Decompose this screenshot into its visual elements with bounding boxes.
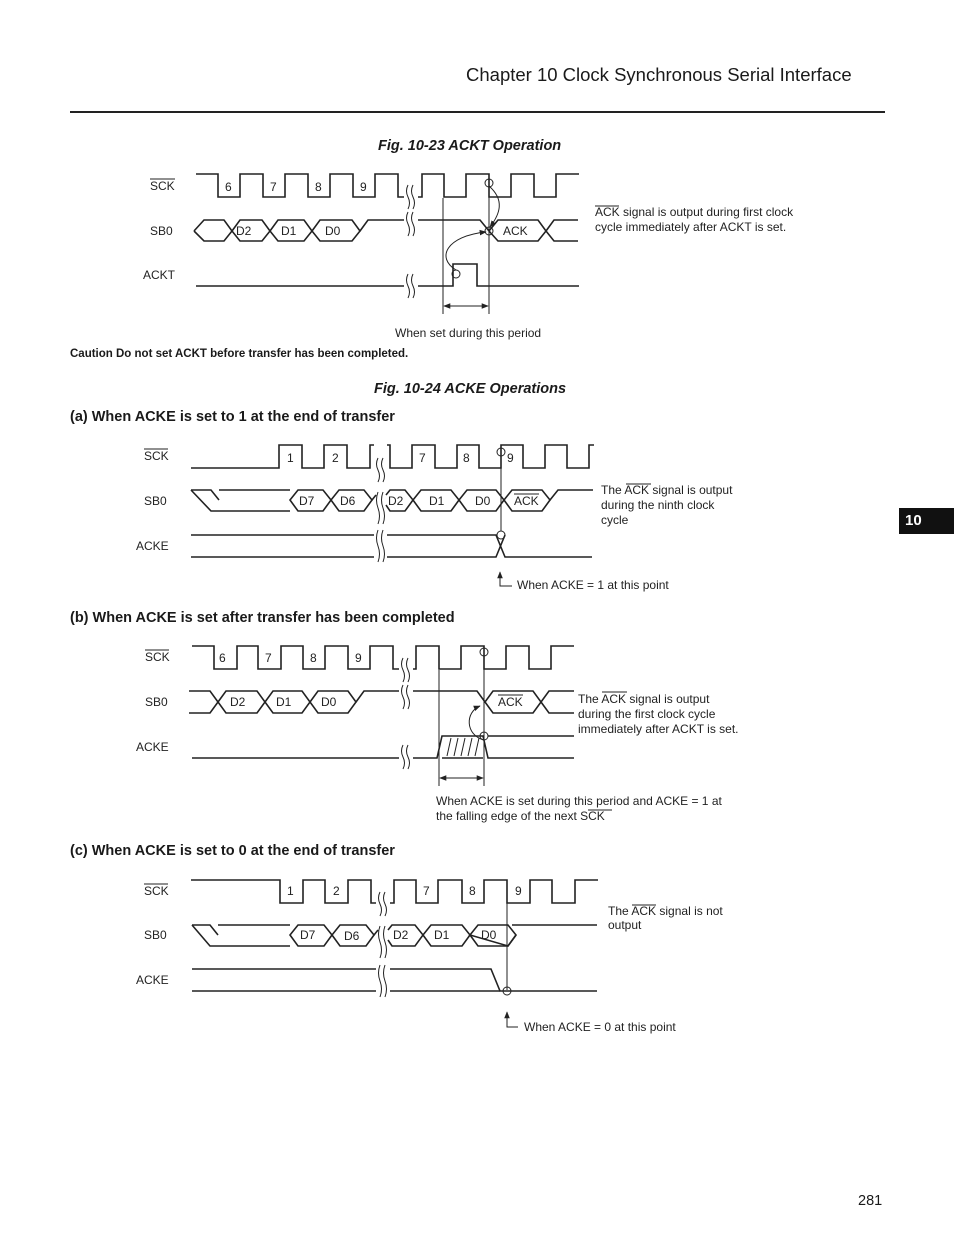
fig24c-note-line1: The ACK signal is not: [608, 904, 723, 918]
fig23-bit-d2: D2: [236, 224, 252, 238]
fig23-clock-8: 8: [315, 180, 322, 194]
fig23-label-ackt: ACKT: [143, 268, 176, 282]
fig23-period-label: When set during this period: [395, 326, 542, 340]
fig24b-period-line1: When ACKE is set during this period and ACKE = 1 at: [436, 794, 722, 808]
chapter-tab: 10: [899, 508, 954, 534]
fig24a-breaks: [377, 458, 385, 562]
fig23-sck-waveform: [196, 174, 579, 197]
fig24c-sck-waveform: [191, 880, 598, 903]
fig24c-clock-1: 1: [287, 884, 294, 898]
fig24a-label-acke: ACKE: [136, 539, 169, 553]
fig-10-24-title: Fig. 10-24 ACKE Operations: [374, 381, 567, 397]
fig24a-sck-waveform: [191, 445, 594, 468]
fig24a-clock-8: 8: [463, 451, 470, 465]
section-c-heading: (c) When ACKE is set to 0 at the end of transfer: [70, 843, 395, 859]
fig24b-sck-waveform: [192, 646, 574, 669]
fig24a-bit-d7: D7: [299, 494, 315, 508]
page-number: 281: [858, 1193, 883, 1209]
fig24b-acke-waveform: [192, 736, 574, 758]
fig24b-bit-d2: D2: [230, 695, 246, 709]
fig23-note-ack: ACK: [595, 205, 620, 219]
fig24a-label-sck: SCK: [144, 449, 169, 463]
fig24a-acke-waveform: [191, 535, 592, 557]
fig24c-clock-2: 2: [333, 884, 340, 898]
section-b-heading: (b) When ACKE is set after transfer has been completed: [70, 610, 455, 626]
fig23-label-sb0: SB0: [150, 224, 173, 238]
fig24c-clock-9: 9: [515, 884, 522, 898]
fig24b-clock-7: 7: [265, 651, 272, 665]
fig23-clock-7: 7: [270, 180, 277, 194]
fig24a-clock-1: 1: [287, 451, 294, 465]
fig24a-point-label: When ACKE = 1 at this point: [517, 578, 669, 592]
fig23-breaks: [407, 185, 415, 298]
fig24a-note-line3: cycle: [601, 513, 629, 527]
fig23-clock-9: 9: [360, 180, 367, 194]
fig24c-label-acke: ACKE: [136, 973, 169, 987]
fig23-bit-d0: D0: [325, 224, 341, 238]
fig24b-clock-8: 8: [310, 651, 317, 665]
fig24c-label-sck: SCK: [144, 884, 169, 898]
fig24a-bit-d0: D0: [475, 494, 491, 508]
fig24a-clock-7: 7: [419, 451, 426, 465]
fig24a-bit-d2: D2: [388, 494, 404, 508]
fig24c-acke-waveform: [192, 969, 597, 991]
fig24c-note-ack: ACK: [631, 904, 657, 918]
sck-overbars: [144, 179, 175, 884]
fig24a-clock-9: 9: [507, 451, 514, 465]
fig24b-hatch: [447, 738, 479, 756]
fig24c-clock-7: 7: [423, 884, 430, 898]
fig23-bit-ack: ACK: [503, 224, 528, 238]
fig24c-note-line2: output: [608, 918, 642, 932]
fig24b-period-line2: the falling edge of the next SCK: [436, 809, 605, 823]
fig24b-breaks: [402, 658, 410, 769]
fig23-label-sck: SCK: [150, 179, 175, 193]
section-a-heading: (a) When ACKE is set to 1 at the end of transfer: [70, 409, 395, 425]
fig24b-label-acke: ACKE: [136, 740, 169, 754]
fig24c-bit-d2: D2: [393, 928, 409, 942]
fig23-clock-6: 6: [225, 180, 232, 194]
caution-note: Caution Do not set ACKT before transfer has been completed.: [70, 348, 409, 360]
fig24c-breaks: [379, 892, 387, 997]
fig24a-bit-d6: D6: [340, 494, 356, 508]
fig-10-23-title: Fig. 10-23 ACKT Operation: [378, 138, 562, 154]
fig24b-clock-9: 9: [355, 651, 362, 665]
fig24c-bit-d6: D6: [344, 929, 360, 943]
fig23-note-line1: [595, 205, 794, 219]
fig24a-clock-2: 2: [332, 451, 339, 465]
fig24b-note-line2: during the first clock cycle: [578, 707, 716, 721]
fig24c-point-label: When ACKE = 0 at this point: [524, 1020, 676, 1034]
fig24b-label-sck: SCK: [145, 650, 170, 664]
fig24a-bit-d1: D1: [429, 494, 445, 508]
fig23-note-line1-rest: signal is output during first clock: [619, 205, 794, 219]
fig24c-bit-d7: D7: [300, 928, 316, 942]
fig24a-note-line2: during the ninth clock: [601, 498, 715, 512]
fig24c-bit-d0: D0: [481, 928, 497, 942]
fig23-bit-d1: D1: [281, 224, 297, 238]
fig23-ackt-waveform: [196, 264, 579, 286]
fig24b-bit-ack: ACK: [498, 695, 523, 709]
fig24b-clock-6: 6: [219, 651, 226, 665]
fig24c-label-sb0: SB0: [144, 928, 167, 942]
fig24c-clock-8: 8: [469, 884, 476, 898]
chapter-title: Chapter 10 Clock Synchronous Serial Interface: [466, 64, 852, 85]
fig23-note-line2: cycle immediately after ACKT is set.: [595, 220, 787, 234]
fig24b-bit-d1: D1: [276, 695, 292, 709]
fig24c-bit-d1: D1: [434, 928, 450, 942]
fig24b-label-sb0: SB0: [145, 695, 168, 709]
fig24b-note-line1: The ACK signal is output: [578, 692, 710, 706]
fig24a-bit-ack: ACK: [514, 494, 539, 508]
fig24b-note-line3: immediately after ACKT is set.: [578, 722, 739, 736]
fig24b-bit-d0: D0: [321, 695, 337, 709]
fig23-annotations: [443, 179, 619, 314]
fig24a-note-line1: The ACK signal is output: [601, 483, 733, 497]
fig24a-label-sb0: SB0: [144, 494, 167, 508]
